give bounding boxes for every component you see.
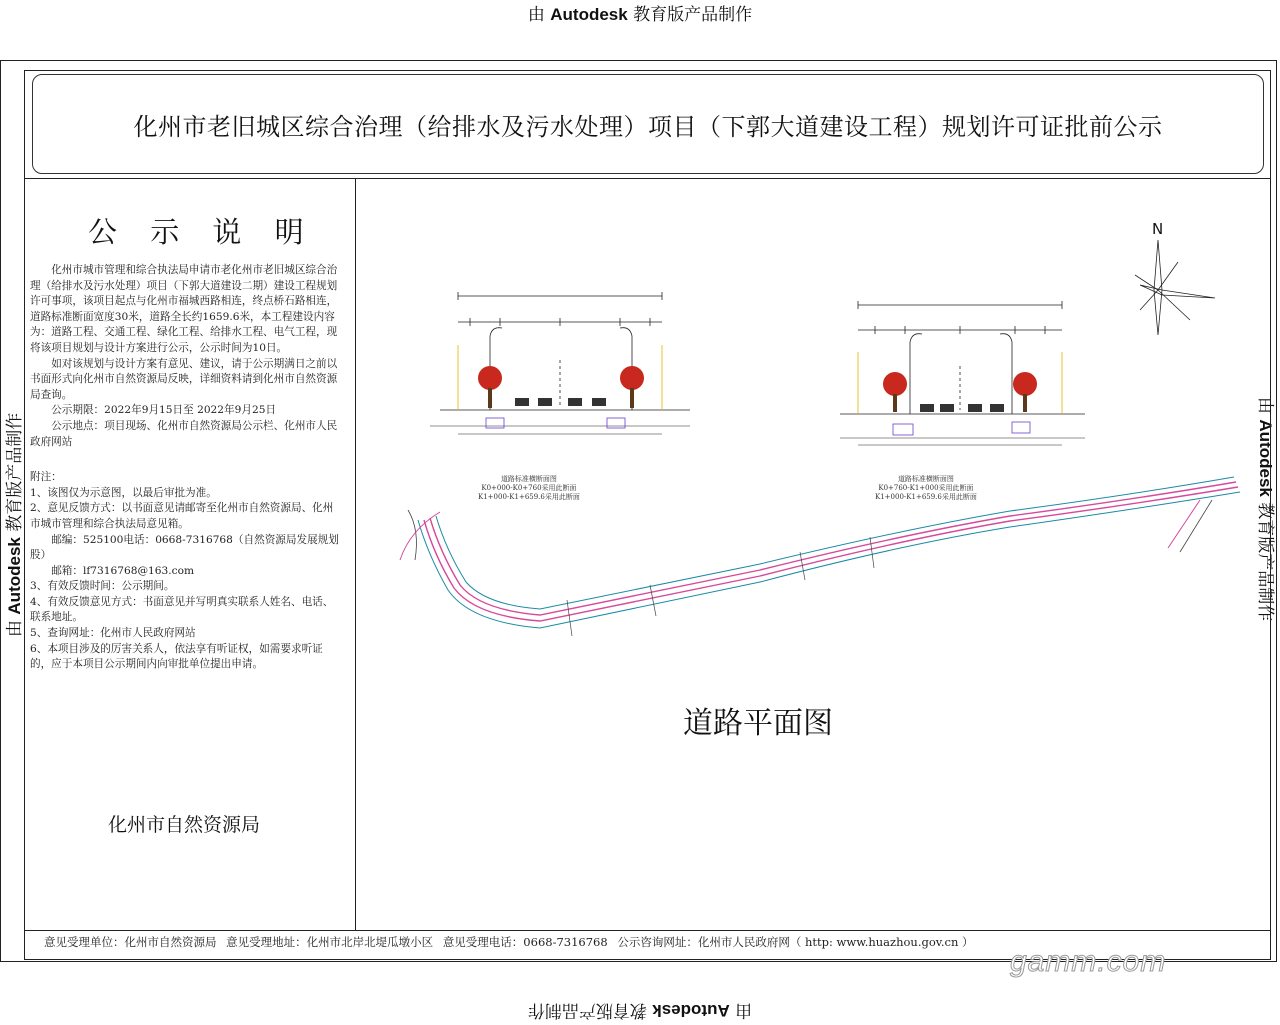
caption-line: K0+000-K0+760采用此断面: [481, 484, 577, 492]
watermark-brand: Autodesk: [1256, 419, 1275, 497]
caption-line: K0+760-K1+000采用此断面: [878, 484, 974, 492]
footer-contact: [44, 934, 980, 950]
watermark-brand: Autodesk: [652, 1001, 730, 1020]
appendix-item: 6、本项目涉及的厉害关系人，依法享有听证权，如需要求听证的，应于本项目公示期间内向审批单位提出申请。: [30, 642, 323, 671]
footer-office: 意见受理单位：化州市自然资源局: [44, 935, 217, 949]
notice-heading: 公 示 说 明: [88, 215, 316, 249]
appendix-item: 3、有效反馈时间：公示期间。: [30, 580, 175, 593]
caption-line: 道路标准横断面图: [897, 475, 954, 483]
site-watermark: gamm.com: [1010, 945, 1167, 978]
divider-left-panel: [355, 178, 356, 930]
watermark-prefix: 由: [5, 614, 25, 637]
footer-phone: 意见受理电话：0668-7316768: [442, 935, 608, 949]
caption-line: K1+000-K1+659.6采用此断面: [478, 493, 580, 501]
title-box: [32, 74, 1264, 174]
appendix-item: 5、查询网址：化州市人民政府网站: [30, 627, 196, 640]
north-label: N: [1152, 220, 1164, 238]
cross-section-right-caption: [875, 475, 977, 502]
notice-paragraph: 如对该规划与设计方案有意见、建议，请于公示期满日之前以书面形式向化州市自然资源局反映，详细资料请到化州市自然资源局查询。: [30, 357, 338, 401]
notice-paragraph: 公示地点：项目现场、化州市自然资源局公示栏、化州市人民政府网站: [30, 419, 338, 448]
watermark-prefix: 由: [729, 1000, 753, 1020]
footer-website: 公示咨询网址：化州市人民政府网（ http: www.huazhou.gov.cn ）: [617, 935, 974, 949]
appendix-heading: 附注：: [30, 471, 62, 484]
appendix-item: 邮编：525100电话：0668-7316768（自然资源局发展规划股）: [30, 533, 339, 562]
caption-line: 道路标准横断面图: [500, 475, 557, 483]
autodesk-watermark-top: [0, 0, 1280, 25]
appendix-item: 1、该图仅为示意图，以最后审批为准。: [30, 486, 217, 499]
road-plan-caption: 道路平面图: [683, 706, 833, 741]
watermark-prefix: 由: [1255, 397, 1275, 420]
appendix-item: 邮箱：lf7316768@163.com: [51, 564, 194, 577]
footer-address: 意见受理地址：化州市北岸北堤瓜墩小区: [226, 935, 434, 949]
appendix-item: 4、有效反馈意见方式：书面意见并写明真实联系人姓名、电话、联系地址。: [30, 595, 334, 624]
cross-section-right: [840, 301, 1085, 445]
caption-line: K1+000-K1+659.6采用此断面: [875, 493, 977, 501]
notice-body: [30, 263, 343, 673]
page-title: 化州市老旧城区综合治理（给排水及污水处理）项目（下郭大道建设工程）规划许可证批前公示: [133, 112, 1163, 141]
autodesk-watermark-bottom: [0, 1000, 1280, 1025]
watermark-brand: Autodesk: [5, 537, 24, 615]
north-arrow-icon: [1135, 240, 1215, 335]
divider-title: [24, 178, 1271, 179]
road-plan-drawing: [357, 182, 1267, 927]
divider-footer: [24, 930, 1271, 931]
watermark-suffix: 教育版产品制作: [527, 1000, 653, 1020]
issuing-authority: 化州市自然资源局: [108, 814, 261, 836]
appendix-item: 2、意见反馈方式：以书面意见请邮寄至化州市自然资源局、化州市城市管理和综合执法局意见箱。: [30, 502, 334, 530]
notice-paragraph: 公示期限：2022年9月15日至 2022年9月25日: [51, 404, 277, 417]
cross-section-left: [430, 292, 690, 434]
watermark-suffix: 教育版产品制作: [627, 5, 753, 25]
watermark-brand: Autodesk: [550, 5, 628, 24]
cross-section-left-trees: [478, 366, 644, 408]
watermark-prefix: 由: [527, 5, 551, 25]
watermark-suffix: 教育版产品制作: [1255, 496, 1275, 622]
notice-paragraph: 化州市城市管理和综合执法局申请市老化州市老旧城区综合治理（给排水及污水处理）项目（下郭大道建设二期）建设工程规划许可事项，该项目起点与化州市福城西路相连，终点桥石路相连，道路标准断面宽度30米，道路全长约1659.6米，本工程建设内容为：道路工程、交通工程、绿化工程、给排水工程、电气工程，现将该项目规划与设计方案进行公示，公示时间为10日。: [30, 264, 338, 354]
watermark-suffix: 教育版产品制作: [5, 412, 25, 538]
cross-section-left-caption: [478, 475, 580, 502]
